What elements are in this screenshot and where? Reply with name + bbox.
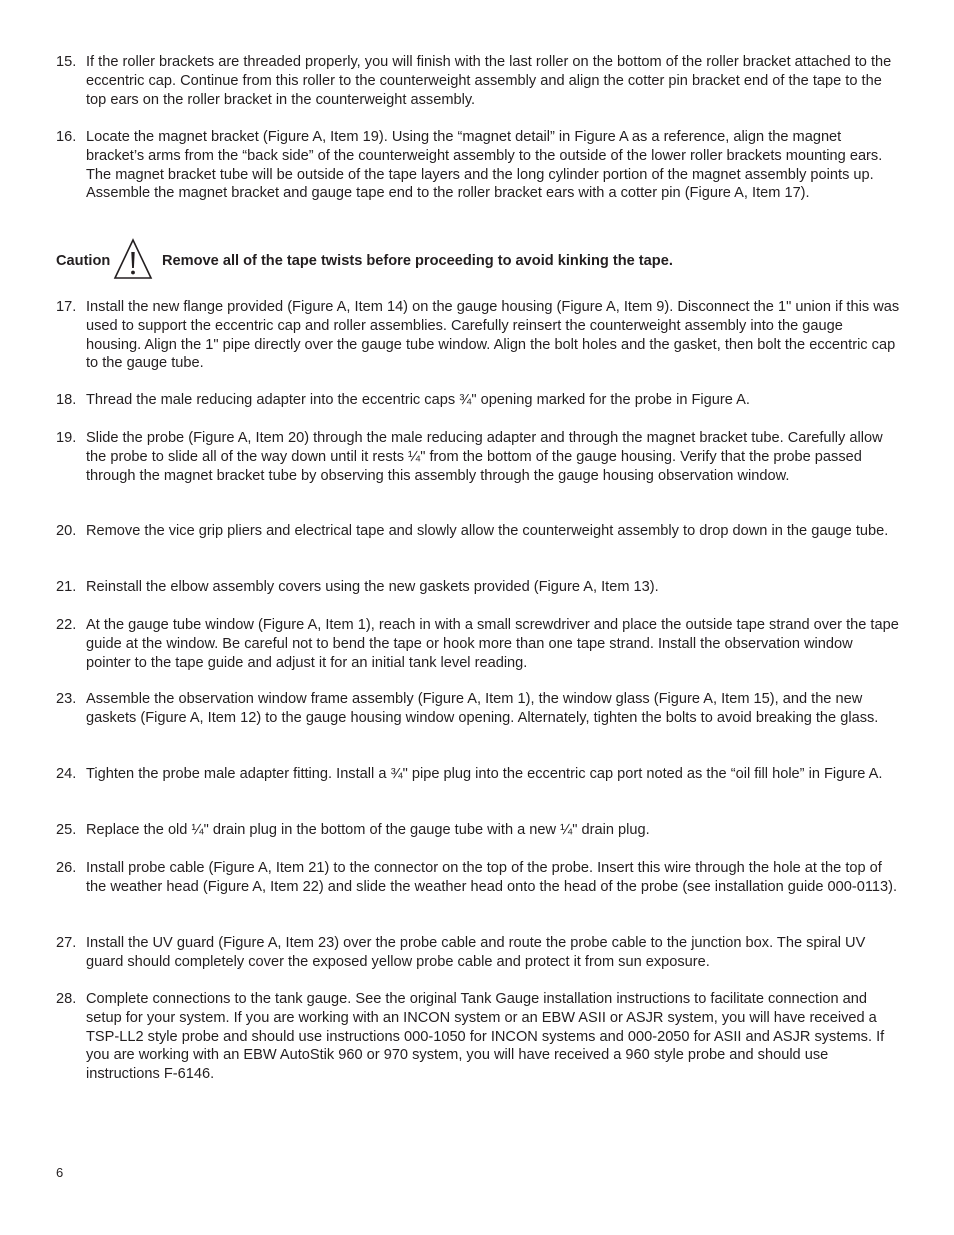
page-number: 6 — [56, 1165, 64, 1180]
step-17 — [56, 298, 900, 373]
step-number: 23. — [56, 691, 77, 707]
step-text: Locate the magnet bracket (Figure A, Item 19). Using the “magnet detail” in Figure A as a reference, align the magnet bracket’s arms from the “back side” of the counterweight assembly to the outside of the lower roller brackets mounting ears. The magnet bracket tube will be outside of the tape layers and the long cylinder portion of the magnet assembly points up. Assemble the magnet bracket and gauge tape end to the roller bracket ears with a cotter pin (Figure A, Item 17). — [86, 129, 883, 202]
step-text: Thread the male reducing adapter into the eccentric caps ¾" opening marked for the probe in Figure A. — [86, 392, 750, 408]
step-text: Remove the vice grip pliers and electrical tape and slowly allow the counterweight assembly to drop down in the gauge tube. — [86, 523, 889, 539]
step-text: Reinstall the elbow assembly covers using the new gaskets provided (Figure A, Item 13). — [86, 579, 659, 595]
step-number: 26. — [56, 860, 77, 876]
step-24 — [56, 765, 900, 784]
step-19 — [56, 429, 900, 485]
step-number: 20. — [56, 523, 77, 539]
step-number: 28. — [56, 991, 77, 1007]
step-text: Slide the probe (Figure A, Item 20) through the male reducing adapter and through the magnet bracket tube. Carefully allow the probe to slide all of the way down until it rests ¼" from the bottom of the gauge housing. Verify that the probe passed through the magnet bracket tube by observing this assembly through the gauge housing observation window. — [86, 430, 883, 484]
caution-message: Remove all of the tape twists before proceeding to avoid kinking the tape. — [162, 253, 673, 269]
step-26 — [56, 859, 900, 897]
step-number: 22. — [56, 617, 77, 633]
step-text: Complete connections to the tank gauge. See the original Tank Gauge installation instructions to facilitate connection and setup for your system. If you are working with an INCON system or an EBW ASII or ASJR system, you will have received a TSP-LL2 style probe and should use instructions 000-1050 for INCON systems and 000-2050 for ASII and ASJR systems. If you are working with an EBW AutoStik 960 or 970 system, you will have received a 960 style probe and should use instructions F-6146. — [86, 991, 885, 1083]
step-number: 21. — [56, 579, 77, 595]
step-text: Tighten the probe male adapter fitting. Install a ¾" pipe plug into the eccentric cap port noted as the “oil fill hole” in Figure A. — [86, 766, 883, 782]
step-number: 24. — [56, 766, 77, 782]
step-20 — [56, 522, 900, 541]
step-text: Install the UV guard (Figure A, Item 23) over the probe cable and route the probe cable to the junction box. The spiral UV guard should completely cover the exposed yellow probe cable and protect it from sun exposure. — [86, 935, 866, 970]
step-text: If the roller brackets are threaded properly, you will finish with the last roller on the bottom of the roller bracket attached to the eccentric cap. Continue from this roller to the counterweight assembly and align the cotter pin bracket end of the tape to the top ears on the roller bracket in the counterweight assembly. — [86, 54, 892, 108]
step-text: At the gauge tube window (Figure A, Item 1), reach in with a small screwdriver and place the outside tape strand over the tape guide at the window. Be careful not to bend the tape or hook more than one tape strand. Install the observation window pointer to the tape guide and adjust it for an initial tank level reading. — [86, 617, 899, 671]
step-text: Install the new flange provided (Figure A, Item 14) on the gauge housing (Figure A, Item 9). Disconnect the 1" union if this was used to support the eccentric cap and roller assemblies. Carefully reinsert the counterweight assembly into the gauge housing. Align the 1" pipe directly over the gauge tube window. Align the bolt holes and the gasket, then bolt the eccentric cap to the gauge tube. — [86, 299, 900, 372]
step-number: 19. — [56, 430, 77, 446]
step-number: 17. — [56, 299, 77, 315]
step-27 — [56, 934, 900, 972]
step-22 — [56, 616, 900, 672]
step-21 — [56, 578, 900, 597]
step-text: Install probe cable (Figure A, Item 21) to the connector on the top of the probe. Insert this wire through the hole at the top of the weather head (Figure A, Item 22) and slide the weather head onto the head of the probe (see installation guide 000-0113). — [86, 860, 898, 895]
step-number: 25. — [56, 822, 77, 838]
step-28 — [56, 990, 900, 1084]
step-16 — [56, 128, 900, 203]
step-23 — [56, 690, 900, 728]
step-25 — [56, 821, 900, 840]
caution-label: Caution — [56, 253, 111, 269]
step-number: 16. — [56, 129, 77, 145]
step-number: 15. — [56, 54, 77, 70]
step-15 — [56, 53, 900, 109]
step-18 — [56, 391, 900, 410]
step-text: Replace the old ¼" drain plug in the bottom of the gauge tube with a new ¼" drain plug. — [86, 822, 650, 838]
warning-triangle-icon — [113, 238, 153, 280]
step-text: Assemble the observation window frame assembly (Figure A, Item 1), the window glass (Figure A, Item 15), and the new gaskets (Figure A, Item 12) to the gauge housing window opening. Alternately, tighten the bolts to avoid breaking the glass. — [86, 691, 879, 726]
step-number: 18. — [56, 392, 77, 408]
step-number: 27. — [56, 935, 77, 951]
caution-notice — [56, 236, 900, 282]
